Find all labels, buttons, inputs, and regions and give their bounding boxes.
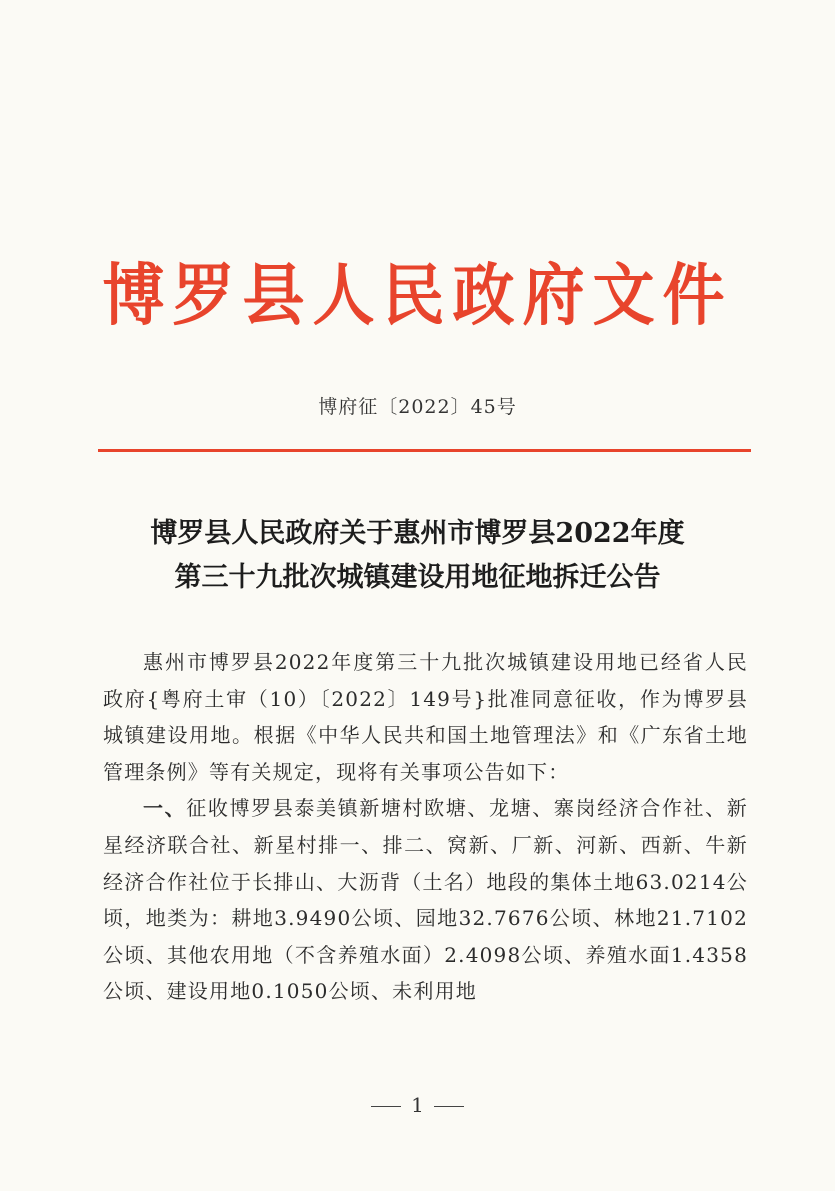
intro-paragraph: 惠州市博罗县2022年度第三十九批次城镇建设用地已经省人民政府{粤府土审（10）〔2022〕149号}批准同意征收，作为博罗县城镇建设用地。根据《中华人民共和国土地管理法》和《广东省土地管理条例》等有关规定，现将有关事项公告如下：: [103, 650, 748, 784]
section-1-text: 征收博罗县泰美镇新塘村欧塘、龙塘、寨岗经济合作社、新星经济联合社、新星村排一、排二、窝新、厂新、河新、西新、牛新经济合作社位于长排山、大沥背（土名）地段的集体土地63.0214公顷，地类为：耕地3.9490公顷、园地32.7676公顷、林地21.7102公顷、其他农用地（不含养殖水面）2.4098公顷、养殖水面1.4358公顷、建设用地0.1050公顷、未利用地: [103, 796, 748, 1004]
title-line-2: 第三十九批次城镇建设用地征地拆迁公告: [174, 562, 661, 593]
document-number: 博府征〔2022〕45号: [318, 396, 517, 418]
page-footer: [0, 1093, 835, 1117]
announcement-title: [60, 512, 775, 600]
page-number: 1: [411, 1093, 424, 1117]
red-divider-line: [98, 449, 751, 452]
document-body: [103, 644, 748, 1010]
footer-dash-left: [371, 1106, 401, 1107]
section-1-paragraph: [103, 790, 748, 1010]
section-1-marker: 一、: [143, 796, 187, 821]
title-line-1: 博罗县人民政府关于惠州市博罗县2022年度: [150, 518, 685, 549]
footer-dash-right: [434, 1106, 464, 1107]
masthead-title: 博罗县人民政府文件: [102, 256, 733, 335]
